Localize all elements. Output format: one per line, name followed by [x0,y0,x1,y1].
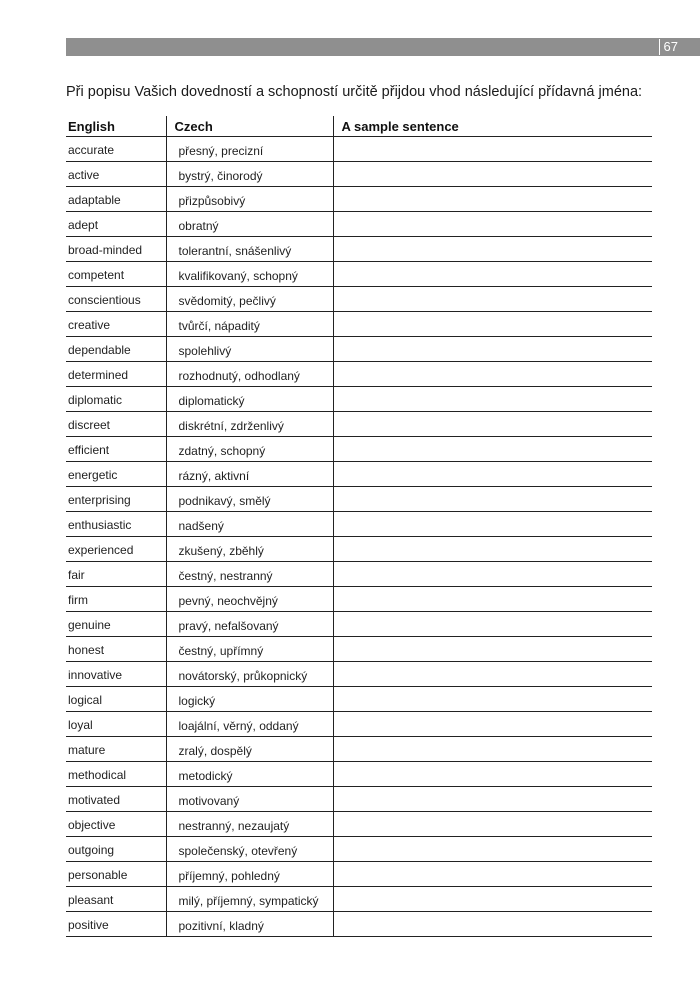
cell-czech [166,487,333,512]
czech-translation: nestranný, nezaujatý [178,819,290,833]
czech-translation: obratný [178,219,219,233]
cell-english [66,787,166,812]
cell-english [66,362,166,387]
cell-sample-sentence[interactable] [333,712,652,737]
czech-translation: diskrétní, zdrženlivý [178,419,284,433]
cell-sample-sentence[interactable] [333,612,652,637]
table-row [66,562,652,587]
cell-czech [166,587,333,612]
czech-translation: novátorský, průkopnický [178,669,308,683]
czech-translation: tolerantní, snášenlivý [178,244,292,258]
czech-translation: spolehlivý [178,344,232,358]
cell-english [66,812,166,837]
cell-sample-sentence[interactable] [333,212,652,237]
cell-english [66,887,166,912]
table-row [66,312,652,337]
cell-english [66,237,166,262]
cell-czech [166,187,333,212]
cell-czech [166,687,333,712]
czech-translation: podnikavý, smělý [178,494,271,508]
cell-sample-sentence[interactable] [333,762,652,787]
czech-translation: příjemný, pohledný [178,869,280,883]
table-row [66,362,652,387]
english-word: conscientious [68,293,141,307]
cell-english [66,212,166,237]
cell-sample-sentence[interactable] [333,487,652,512]
cell-english [66,862,166,887]
cell-sample-sentence[interactable] [333,537,652,562]
english-word: enterprising [68,493,131,507]
english-word: objective [68,818,116,832]
table-row [66,712,652,737]
english-word: loyal [68,718,93,732]
table-row [66,187,652,212]
vocabulary-table [66,116,652,937]
table-row [66,537,652,562]
cell-czech [166,137,333,162]
cell-sample-sentence[interactable] [333,412,652,437]
table-row [66,462,652,487]
english-word: dependable [68,343,131,357]
table-row [66,637,652,662]
cell-czech [166,712,333,737]
cell-czech [166,887,333,912]
english-word: mature [68,743,106,757]
czech-translation: zralý, dospělý [178,744,252,758]
cell-english [66,712,166,737]
header-sample-sentence: A sample sentence [333,116,652,137]
table-row [66,287,652,312]
table-row [66,212,652,237]
cell-czech [166,612,333,637]
cell-czech [166,837,333,862]
cell-czech [166,912,333,937]
cell-english [66,512,166,537]
czech-translation: diplomatický [178,394,245,408]
cell-czech [166,862,333,887]
cell-czech [166,162,333,187]
cell-sample-sentence[interactable] [333,237,652,262]
cell-czech [166,412,333,437]
page-header-bar [66,38,700,56]
czech-translation: milý, příjemný, sympatický [178,894,319,908]
cell-english [66,537,166,562]
czech-translation: pravý, nefalšovaný [178,619,279,633]
cell-czech [166,387,333,412]
english-word: enthusiastic [68,518,132,532]
czech-translation: čestný, upřímný [178,644,264,658]
table-row [66,837,652,862]
english-word: active [68,168,100,182]
cell-english [66,312,166,337]
english-word: determined [68,368,129,382]
cell-sample-sentence[interactable] [333,262,652,287]
cell-czech [166,262,333,287]
cell-sample-sentence[interactable] [333,587,652,612]
cell-english [66,487,166,512]
table-row [66,912,652,937]
cell-english [66,262,166,287]
cell-czech [166,212,333,237]
cell-sample-sentence[interactable] [333,812,652,837]
english-word: logical [68,693,103,707]
table-body [66,137,652,937]
cell-czech [166,462,333,487]
english-word: positive [68,918,109,932]
cell-czech [166,787,333,812]
czech-translation: svědomitý, pečlivý [178,294,276,308]
czech-translation: zdatný, schopný [178,444,266,458]
table-row [66,587,652,612]
english-word: fair [68,568,85,582]
header-english: English [66,116,166,137]
cell-czech [166,437,333,462]
cell-czech [166,312,333,337]
cell-english [66,287,166,312]
czech-translation: logický [178,694,216,708]
english-word: genuine [68,618,111,632]
cell-sample-sentence[interactable] [333,162,652,187]
english-word: energetic [68,468,118,482]
table-row [66,437,652,462]
cell-sample-sentence[interactable] [333,387,652,412]
header-czech: Czech [166,116,333,137]
english-word: creative [68,318,111,332]
cell-sample-sentence[interactable] [333,662,652,687]
table-row [66,687,652,712]
cell-sample-sentence[interactable] [333,312,652,337]
czech-translation: loajální, věrný, oddaný [178,719,299,733]
english-word: accurate [68,143,115,157]
cell-sample-sentence[interactable] [333,187,652,212]
cell-sample-sentence[interactable] [333,737,652,762]
cell-sample-sentence[interactable] [333,837,652,862]
cell-sample-sentence[interactable] [333,362,652,387]
cell-sample-sentence[interactable] [333,787,652,812]
cell-english [66,912,166,937]
table-row [66,862,652,887]
cell-sample-sentence[interactable] [333,912,652,937]
czech-translation: společenský, otevřený [178,844,298,858]
czech-translation: kvalifikovaný, schopný [178,269,298,283]
cell-sample-sentence[interactable] [333,637,652,662]
cell-czech [166,562,333,587]
cell-english [66,737,166,762]
cell-czech [166,337,333,362]
czech-translation: pozitivní, kladný [178,919,264,933]
cell-sample-sentence[interactable] [333,462,652,487]
cell-sample-sentence[interactable] [333,687,652,712]
cell-sample-sentence[interactable] [333,137,652,162]
english-word: discreet [68,418,111,432]
cell-sample-sentence[interactable] [333,887,652,912]
cell-czech [166,662,333,687]
cell-sample-sentence[interactable] [333,862,652,887]
english-word: firm [68,593,88,607]
cell-english [66,162,166,187]
cell-czech [166,287,333,312]
cell-czech [166,512,333,537]
table-header-row [66,116,652,137]
cell-czech [166,537,333,562]
table-row [66,337,652,362]
cell-english [66,462,166,487]
czech-translation: přesný, precizní [178,144,264,158]
cell-english [66,587,166,612]
english-word: outgoing [68,843,115,857]
table-row [66,887,652,912]
cell-english [66,612,166,637]
table-row [66,787,652,812]
english-word: competent [68,268,125,282]
table-row [66,162,652,187]
cell-sample-sentence[interactable] [333,437,652,462]
czech-translation: tvůrčí, nápaditý [178,319,260,333]
english-word: experienced [68,543,134,557]
czech-translation: zkušený, zběhlý [178,544,264,558]
czech-translation: bystrý, činorodý [178,169,263,183]
cell-sample-sentence[interactable] [333,512,652,537]
cell-english [66,562,166,587]
english-word: pleasant [68,893,114,907]
cell-english [66,437,166,462]
table-row [66,487,652,512]
intro-text: Při popisu Vašich dovedností a schopností určitě přijdou vhod následující přídavná jména: [66,84,643,100]
table-row [66,762,652,787]
english-word: efficient [68,443,110,457]
table-row [66,512,652,537]
cell-english [66,662,166,687]
table-row [66,812,652,837]
english-word: broad-minded [68,243,143,257]
table-row [66,262,652,287]
table-row [66,412,652,437]
czech-translation: rozhodnutý, odhodlaný [178,369,300,383]
czech-translation: metodický [178,769,233,783]
english-word: methodical [68,768,127,782]
cell-english [66,387,166,412]
cell-english [66,137,166,162]
cell-sample-sentence[interactable] [333,287,652,312]
english-word: motivated [68,793,121,807]
cell-english [66,762,166,787]
cell-english [66,412,166,437]
table-row [66,662,652,687]
table-row [66,612,652,637]
cell-english [66,187,166,212]
english-word: personable [68,868,128,882]
table-row [66,387,652,412]
cell-sample-sentence[interactable] [333,562,652,587]
table-row [66,737,652,762]
czech-translation: rázný, aktivní [178,469,250,483]
english-word: innovative [68,668,123,682]
page-number: 67 [659,39,678,55]
english-word: adept [68,218,99,232]
cell-czech [166,812,333,837]
cell-czech [166,237,333,262]
cell-english [66,687,166,712]
cell-english [66,837,166,862]
english-word: diplomatic [68,393,123,407]
czech-translation: pevný, neochvějný [178,594,278,608]
cell-english [66,337,166,362]
table-row [66,237,652,262]
cell-czech [166,637,333,662]
cell-english [66,637,166,662]
czech-translation: přizpůsobivý [178,194,246,208]
czech-translation: motivovaný [178,794,240,808]
czech-translation: čestný, nestranný [178,569,273,583]
czech-translation: nadšený [178,519,224,533]
english-word: honest [68,643,105,657]
english-word: adaptable [68,193,121,207]
cell-czech [166,362,333,387]
cell-czech [166,737,333,762]
cell-sample-sentence[interactable] [333,337,652,362]
cell-czech [166,762,333,787]
table-row [66,137,652,162]
